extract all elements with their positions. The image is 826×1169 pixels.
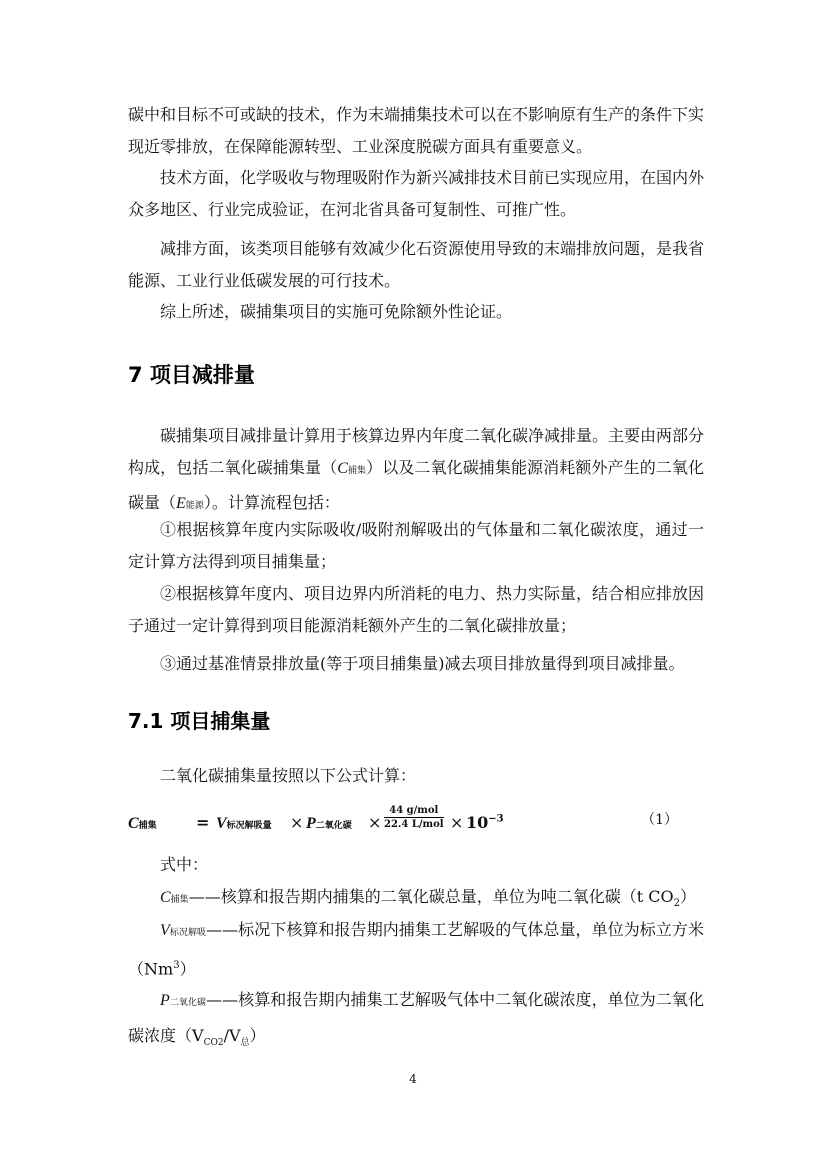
formula-power: $10^{-3}$	[466, 813, 504, 832]
formula-v-term: V标况解吸量	[216, 815, 272, 832]
fraction-denominator: 22.4 L/mol	[384, 819, 444, 830]
section-7-1-heading: 7.1 项目捕集量	[128, 709, 271, 733]
formula-times-1: ×	[290, 813, 304, 832]
paragraph-summary: 综上所述，碳捕集项目的实施可免除额外性论证。	[160, 302, 513, 321]
formula-times-3: ×	[450, 813, 464, 832]
section-7-heading: 7 项目减排量	[128, 363, 255, 387]
paragraph-emission-reduction: 减排方面，该类项目能够有效减少化石资源使用导致的末端排放问题，是我省能源、工业行业低碳发展的可行技术。	[128, 239, 705, 290]
page-number: 4	[409, 1072, 417, 1086]
paragraph-technology: 技术方面，化学吸收与物理吸附作为新兴减排技术目前已实现应用，在国内外众多地区、行业完成验证，在河北省具备可复制性、可推广性。	[128, 168, 705, 219]
section-7-intro: 碳捕集项目减排量计算用于核算边界内年度二氧化碳净减排量。主要由两部分构成，包括二氧化碳捕集量（C捕集）以及二氧化碳捕集能源消耗额外产生的二氧化碳量（E能源）。计算流程包括：	[128, 426, 705, 513]
formula-times-2: ×	[368, 813, 382, 832]
step-2: ②根据核算年度内、项目边界内所消耗的电力、热力实际量，结合相应排放因子通过一定计算得到项目能源消耗额外产生的二氧化碳排放量；	[128, 584, 705, 635]
molar-fraction	[384, 805, 444, 830]
formula-p-term: P二氧化碳	[306, 815, 352, 832]
definition-c: C捕集——核算和报告期内捕集的二氧化碳总量，单位为吨二氧化碳（t $CO_2$）	[160, 887, 696, 910]
where-label: 式中：	[160, 855, 209, 874]
step-1: ①根据核算年度内实际吸收/吸附剂解吸出的气体量和二氧化碳浓度，通过一定计算方法得到项目捕集量；	[128, 520, 704, 571]
formula-equals: =	[196, 813, 210, 832]
formula-intro: 二氧化碳捕集量按照以下公式计算：	[160, 766, 417, 785]
capture-formula	[128, 805, 704, 845]
definition-p: P二氧化碳——核算和报告期内捕集工艺解吸气体中二氧化碳浓度，单位为二氧化碳浓度$(V_{CO2}/V_总)$	[128, 990, 704, 1048]
equation-number: （1）	[641, 812, 678, 828]
formula-lhs: C捕集	[128, 815, 157, 832]
paragraph-intro-continued: 碳中和目标不可或缺的技术，作为末端捕集技术可以在不影响原有生产的条件下实现近零排放，在保障能源转型、工业深度脱碳方面具有重要意义。	[128, 105, 705, 156]
step-3: ③通过基准情景排放量(等于项目捕集量)减去项目排放量得到项目减排量。	[160, 654, 685, 673]
definition-v: V标况解吸——标况下核算和报告期内捕集工艺解吸的气体总量，单位为标立方米（Nm$^3$）	[128, 920, 704, 978]
fraction-numerator: 44 g/mol	[384, 805, 444, 818]
